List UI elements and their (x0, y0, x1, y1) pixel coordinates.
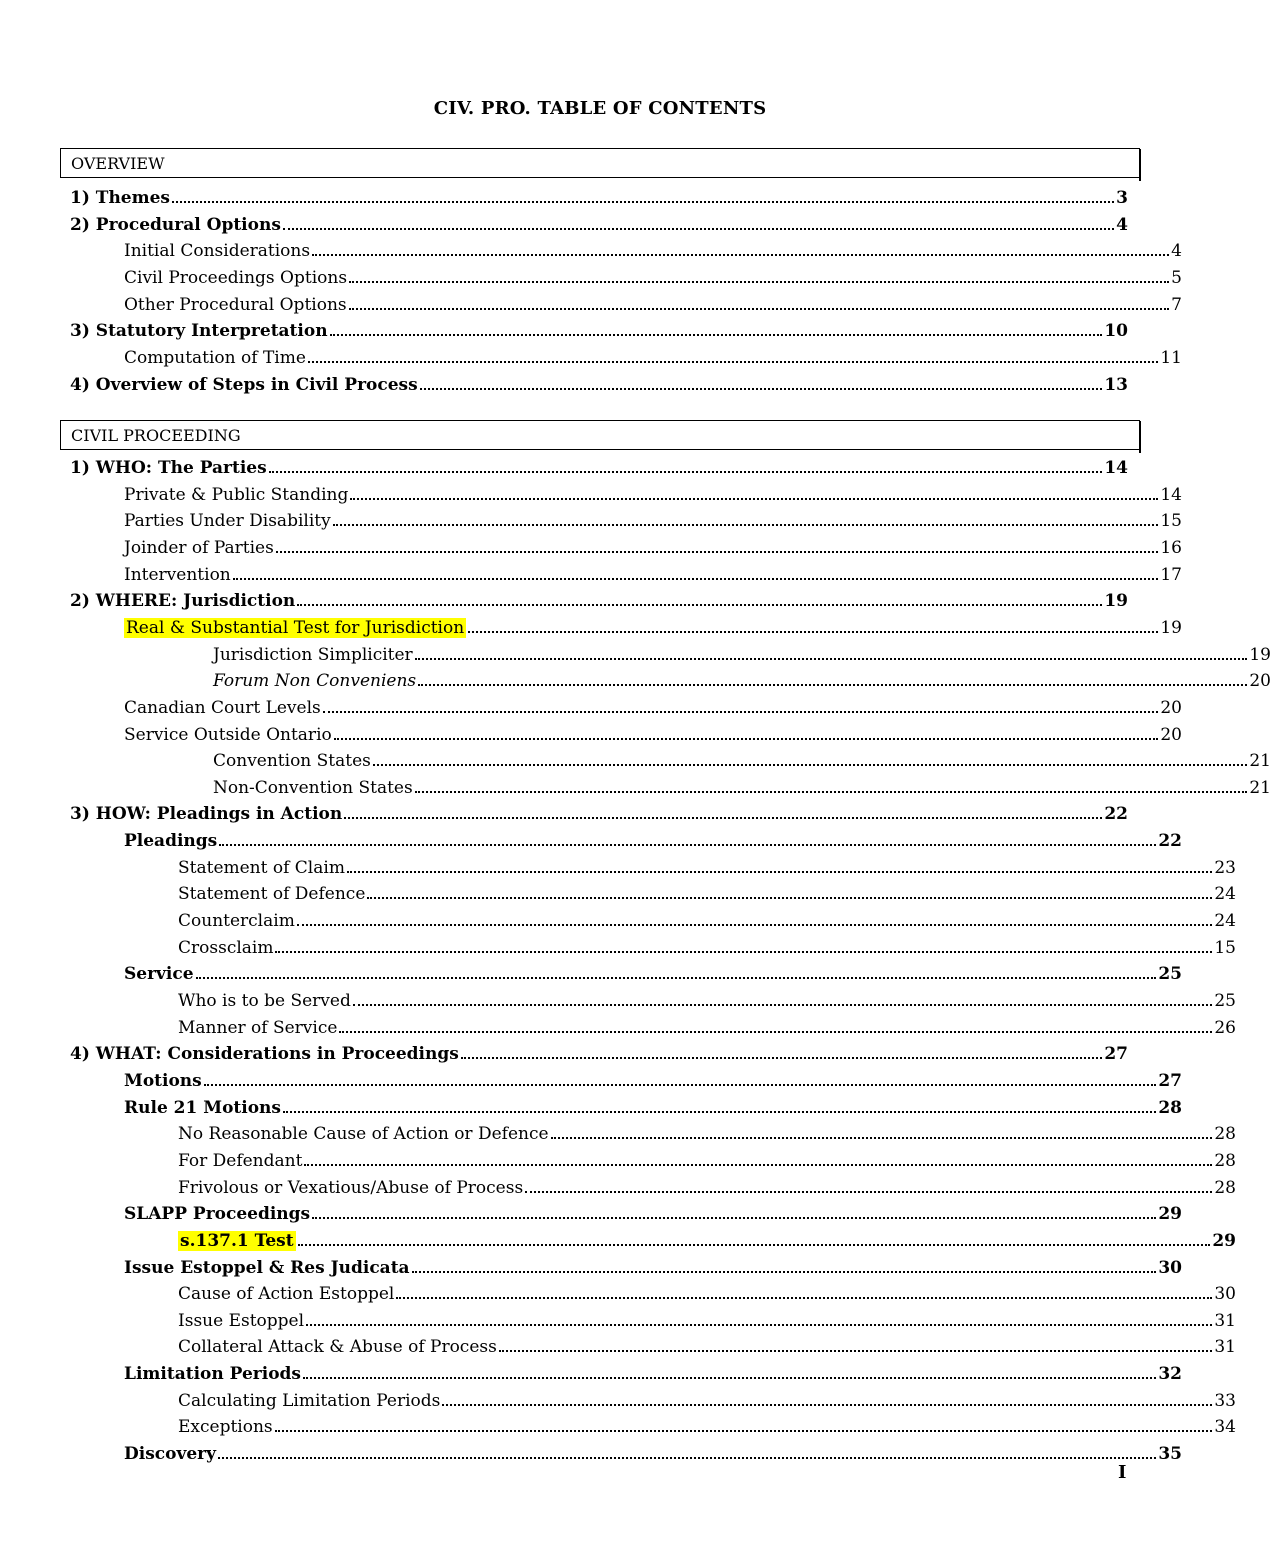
toc-entry-title: Real & Substantial Test for Jurisdiction (126, 617, 465, 638)
toc-entry-title: Issue Estoppel (178, 1310, 305, 1331)
toc-entry-title: Exceptions (178, 1417, 273, 1438)
toc-page-number: 20 (1160, 724, 1182, 745)
toc-entry-title: Crossclaim (178, 937, 274, 958)
toc-page-number: 24 (1214, 884, 1236, 905)
toc-entry[interactable] (0, 1038, 1128, 1064)
dot-leader (418, 684, 1247, 686)
toc-page-number: 34 (1214, 1417, 1236, 1438)
toc-page-number: 20 (1160, 697, 1182, 718)
toc-entry[interactable] (0, 1305, 1236, 1331)
toc-entry-title: Frivolous or Vexatious/Abuse of Process (178, 1177, 524, 1198)
toc-entry-title: Calculating Limitation Periods (178, 1390, 441, 1411)
toc-page-number: 31 (1214, 1337, 1236, 1358)
toc-entry-title: No Reasonable Cause of Action or Defence (178, 1124, 549, 1145)
toc-entry[interactable] (0, 182, 1128, 208)
dot-leader (415, 658, 1248, 660)
dot-leader (333, 524, 1159, 526)
toc-entry-title: 2) Procedural Options (70, 214, 281, 235)
toc-entry-title: For Defendant (178, 1150, 303, 1171)
dot-leader (304, 1164, 1212, 1166)
toc-entry-title: Forum Non Conveniens (213, 671, 417, 692)
toc-entry[interactable] (0, 985, 1236, 1011)
toc-entry-title: 3) Statutory Interpretation (70, 321, 328, 342)
toc-entry-title: Limitation Periods (124, 1364, 302, 1385)
dot-leader (468, 631, 1158, 633)
section-heading: CIVIL PROCEEDING (71, 426, 241, 445)
dot-leader (349, 281, 1169, 283)
toc-page-number: 20 (1249, 671, 1271, 692)
toc-page-number: 29 (1158, 1204, 1182, 1225)
dot-leader (347, 871, 1212, 873)
toc-entry-title: Motions (124, 1070, 202, 1091)
toc-page-number: 25 (1158, 964, 1182, 985)
dot-leader (367, 897, 1212, 899)
dot-leader (330, 334, 1103, 336)
toc-entry[interactable] (0, 772, 1271, 798)
toc-entry[interactable] (0, 479, 1182, 505)
toc-page-number: 23 (1214, 857, 1236, 878)
dot-leader (442, 1404, 1212, 1406)
toc-page-number: 4 (1116, 214, 1128, 235)
toc-entry[interactable] (0, 745, 1271, 771)
toc-page-number: 28 (1214, 1177, 1236, 1198)
toc-page-number: 28 (1214, 1150, 1236, 1171)
toc-entry-title: Cause of Action Estoppel (178, 1284, 395, 1305)
toc-entry-title: Convention States (213, 751, 371, 772)
toc-entry-title: Service (124, 964, 194, 985)
toc-entry-title: 1) Themes (70, 188, 170, 208)
dot-leader (219, 844, 1156, 846)
toc-entry[interactable] (0, 719, 1182, 745)
toc-page-number: 7 (1171, 294, 1182, 315)
toc-page-number: 30 (1158, 1257, 1182, 1278)
dot-leader (525, 1191, 1212, 1193)
dot-leader (233, 578, 1159, 580)
dot-leader (323, 711, 1159, 713)
toc-entry-title: Intervention (124, 564, 231, 585)
toc-entry-title: Rule 21 Motions (124, 1097, 281, 1118)
toc-entry-title: Statement of Claim (178, 857, 345, 878)
toc-entry-title: Civil Proceedings Options (124, 267, 348, 288)
dot-leader (275, 951, 1212, 953)
toc-entry[interactable] (0, 1145, 1236, 1171)
toc-page-number: 19 (1249, 644, 1271, 665)
toc-entry[interactable] (0, 209, 1128, 235)
toc-entry[interactable] (0, 1092, 1182, 1118)
toc-entry-title: Pleadings (124, 831, 218, 852)
toc-page-number: 21 (1249, 751, 1271, 772)
toc-page-number: 21 (1249, 777, 1271, 798)
page-number-marker: I (1118, 1462, 1127, 1483)
dot-leader (297, 604, 1102, 606)
toc-entry[interactable] (0, 559, 1182, 585)
dot-leader (350, 498, 1158, 500)
toc-page-number: 22 (1104, 804, 1128, 825)
toc-page-number: 22 (1158, 831, 1182, 852)
dot-leader (396, 1297, 1212, 1299)
dot-leader (308, 361, 1158, 363)
toc-page-number: 14 (1160, 484, 1182, 505)
toc-entry-title: Manner of Service (178, 1017, 338, 1038)
toc-entry[interactable] (0, 452, 1128, 478)
dot-leader (172, 201, 1114, 203)
toc-page-number: 24 (1214, 911, 1236, 932)
dot-leader (420, 388, 1103, 390)
toc-entry-title: Statement of Defence (178, 884, 366, 905)
dot-leader (276, 551, 1159, 553)
toc-page-number: 19 (1160, 617, 1182, 638)
toc-entry[interactable] (0, 639, 1271, 665)
toc-page-number: 31 (1214, 1310, 1236, 1331)
toc-entry-title: Discovery (124, 1444, 216, 1465)
dot-leader (353, 1004, 1213, 1006)
section-heading: OVERVIEW (71, 154, 165, 173)
toc-entry[interactable] (0, 1331, 1236, 1357)
toc-entry[interactable] (0, 1225, 1236, 1251)
toc-page-number: 3 (1116, 188, 1128, 208)
toc-entry-title: Computation of Time (124, 347, 306, 368)
dot-leader (298, 1244, 1211, 1246)
toc-page-number: 15 (1160, 511, 1182, 532)
toc-page-number: 19 (1104, 591, 1128, 612)
toc-entry-title: Initial Considerations (124, 241, 311, 262)
dot-leader (339, 1031, 1212, 1033)
toc-page-number: 35 (1158, 1444, 1182, 1465)
toc-entry[interactable] (0, 1118, 1236, 1144)
dot-leader (499, 1350, 1213, 1352)
dot-leader (204, 1084, 1157, 1086)
toc-entry-title: Service Outside Ontario (124, 724, 332, 745)
toc-entry-title: 4) Overview of Steps in Civil Process (70, 374, 418, 395)
toc-page-number: 33 (1214, 1390, 1236, 1411)
toc-entry[interactable] (0, 1438, 1182, 1464)
dot-leader (303, 1377, 1156, 1379)
dot-leader (373, 764, 1247, 766)
toc-entry[interactable] (0, 612, 1182, 638)
dot-leader (283, 1111, 1156, 1113)
toc-entry[interactable] (0, 1411, 1236, 1437)
toc-page-number: 16 (1160, 537, 1182, 558)
toc-entry[interactable] (0, 315, 1128, 341)
toc-entry[interactable] (0, 1012, 1236, 1038)
dot-leader (551, 1137, 1213, 1139)
toc-entry-title: Canadian Court Levels (124, 697, 321, 718)
toc-entry[interactable] (0, 905, 1236, 931)
toc-entry-title: Issue Estoppel & Res Judicata (124, 1257, 410, 1278)
toc-entry-title: s.137.1 Test (180, 1230, 294, 1251)
section-header-civil-proceeding (60, 420, 1140, 450)
toc-entry[interactable] (0, 289, 1182, 315)
dot-leader (196, 977, 1157, 979)
toc-page-number: 29 (1212, 1230, 1236, 1251)
toc-page-number: 4 (1171, 241, 1182, 262)
toc-entry-title: Jurisdiction Simpliciter (213, 644, 413, 665)
toc-entry-title: 2) WHERE: Jurisdiction (70, 591, 296, 612)
dot-leader (415, 791, 1248, 793)
dot-leader (283, 228, 1114, 230)
toc-entry[interactable] (0, 665, 1271, 691)
toc-page-number: 14 (1104, 458, 1128, 478)
toc-entry[interactable] (0, 958, 1182, 984)
toc-entry-title: SLAPP Proceedings (124, 1204, 311, 1225)
toc-page-number: 28 (1158, 1097, 1182, 1118)
toc-entry[interactable] (0, 825, 1182, 851)
section-header-overview (60, 148, 1140, 178)
toc-page-number: 17 (1160, 564, 1182, 585)
toc-page-number: 32 (1158, 1364, 1182, 1385)
toc-entry[interactable] (0, 1065, 1182, 1091)
dot-leader (412, 1271, 1157, 1273)
toc-entry[interactable] (0, 532, 1182, 558)
toc-entry[interactable] (0, 852, 1236, 878)
dot-leader (344, 817, 1102, 819)
dot-leader (349, 308, 1170, 310)
toc-entry[interactable] (0, 692, 1182, 718)
toc-entry[interactable] (0, 585, 1128, 611)
toc-page-number: 13 (1104, 374, 1128, 395)
toc-entry[interactable] (0, 798, 1128, 824)
toc-entry[interactable] (0, 235, 1182, 261)
dot-leader (269, 471, 1103, 473)
dot-leader (275, 1430, 1213, 1432)
dot-leader (297, 924, 1213, 926)
toc-page-number: 10 (1104, 321, 1128, 342)
toc-entry[interactable] (0, 505, 1182, 531)
toc-entry[interactable] (0, 342, 1182, 368)
dot-leader (312, 254, 1169, 256)
toc-page-number: 15 (1214, 937, 1236, 958)
toc-entry-title: Other Procedural Options (124, 294, 347, 315)
toc-page-number: 27 (1158, 1070, 1182, 1091)
dot-leader (218, 1457, 1156, 1459)
toc-entry[interactable] (0, 1385, 1236, 1411)
toc-entry[interactable] (0, 1252, 1182, 1278)
toc-page-number: 5 (1171, 267, 1182, 288)
toc-entry-title: Parties Under Disability (124, 511, 331, 532)
toc-page-number: 26 (1214, 1017, 1236, 1038)
toc-entry-title: 4) WHAT: Considerations in Proceedings (70, 1044, 459, 1065)
toc-entry-title: Non-Convention States (213, 777, 413, 798)
toc-entry[interactable] (0, 878, 1236, 904)
toc-page-number: 25 (1214, 991, 1236, 1011)
dot-leader (312, 1217, 1156, 1219)
toc-entry[interactable] (0, 262, 1182, 288)
toc-page-number: 28 (1214, 1124, 1236, 1145)
toc-entry-title: Who is to be Served (178, 991, 351, 1011)
toc-entry-title: 1) WHO: The Parties (70, 458, 267, 478)
toc-page-number: 11 (1160, 347, 1182, 368)
toc-entry[interactable] (0, 369, 1128, 395)
toc-entry[interactable] (0, 1278, 1236, 1304)
toc-entry-title: Joinder of Parties (124, 537, 274, 558)
document-title: CIV. PRO. TABLE OF CONTENTS (433, 98, 767, 119)
toc-page-number: 30 (1214, 1284, 1236, 1305)
dot-leader (461, 1057, 1102, 1059)
toc-page-number: 27 (1104, 1044, 1128, 1065)
toc-entry[interactable] (0, 932, 1236, 958)
toc-entry-title: Collateral Attack & Abuse of Process (178, 1337, 497, 1358)
toc-entry-title: Counterclaim (178, 911, 295, 932)
dot-leader (334, 738, 1159, 740)
toc-entry[interactable] (0, 1172, 1236, 1198)
toc-entry[interactable] (0, 1358, 1182, 1384)
toc-entry[interactable] (0, 1198, 1182, 1224)
toc-entry-title: Private & Public Standing (124, 484, 349, 505)
dot-leader (306, 1324, 1212, 1326)
toc-entry-title: 3) HOW: Pleadings in Action (70, 804, 343, 825)
